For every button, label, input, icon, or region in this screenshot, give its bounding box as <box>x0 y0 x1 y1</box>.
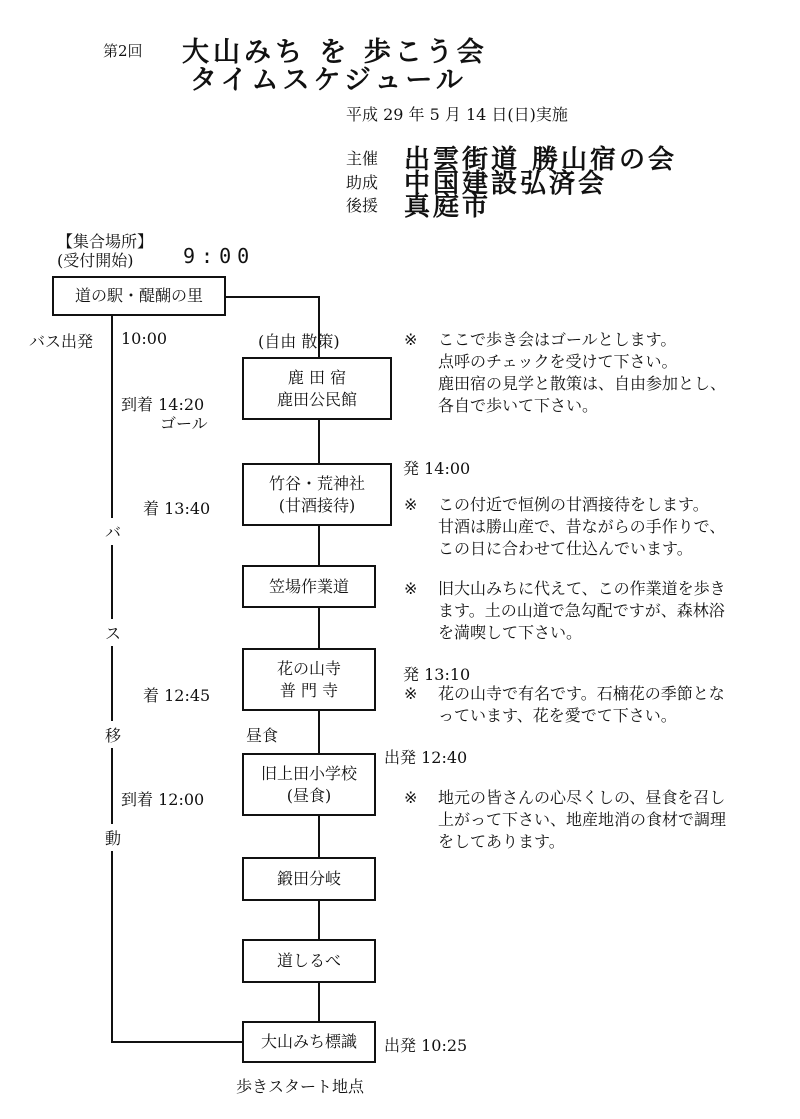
note-line: っています、花を愛でて下さい。 <box>438 706 677 725</box>
note-line: 各自で歩いて下さい。 <box>438 396 599 415</box>
station-label: 旧上田小学校 <box>260 763 357 783</box>
station-sublabel: 鹿田公民館 <box>276 389 357 409</box>
note-line: この付近で恒例の甘酒接待をします。 <box>438 495 709 514</box>
station-sublabel: (昼食) <box>286 785 332 805</box>
station-kyu-joda <box>242 753 376 816</box>
station-sublabel: 普 門 寺 <box>279 680 339 700</box>
event-date: 平成 29 年 5 月 14 日(日)実施 <box>346 105 568 124</box>
station-katsuyama <box>242 357 392 420</box>
organizer-role: 主催 <box>346 149 379 168</box>
page-subtitle: タイムスケジュール <box>190 65 467 96</box>
reception-label: (受付開始) <box>57 251 134 270</box>
supporter-name: 真庭市 <box>404 192 492 222</box>
station-label: 笠場作業道 <box>268 576 349 596</box>
note-mark: ※ <box>404 330 418 349</box>
note-lunch <box>438 787 726 853</box>
arrive-time: 着 13:40 <box>143 499 211 518</box>
note-line: をしてあります。 <box>438 832 565 851</box>
station-hananoyama <box>242 648 376 711</box>
bus-return-line <box>111 1041 246 1043</box>
note-line: を満喫して下さい。 <box>438 623 583 642</box>
note-line: 花の山寺で有名です。石楠花の季節とな <box>438 684 725 703</box>
bus-vertical-char: ス <box>105 619 121 646</box>
station-label: 鍛田分岐 <box>276 869 341 888</box>
note-line: 点呼のチェックを受けて下さい。 <box>438 352 678 371</box>
sponsor-name: 中国建設弘済会 <box>404 169 608 199</box>
station-oyamamichi <box>242 1021 376 1063</box>
depart-time: 出発 12:40 <box>384 748 468 767</box>
station-kasaba <box>242 565 376 608</box>
supporter-role: 後援 <box>346 196 379 215</box>
note-mark: ※ <box>404 495 418 514</box>
gathering-label: 【集合場所】 <box>57 232 154 251</box>
station-sublabel: (甘酒接待) <box>278 495 356 515</box>
bus-route-line <box>111 316 113 1043</box>
station-label: 道の駅・醍醐の里 <box>74 286 203 305</box>
station-shiota <box>242 857 376 901</box>
start-point-label: 歩きスタート地点 <box>236 1077 365 1096</box>
note-line: 甘酒は勝山産で、昔ながらの手作りで、 <box>438 517 726 536</box>
organizer-name: 出雲街道 勝山宿の会 <box>404 145 678 175</box>
bus-depart-label: バス出発 <box>29 332 94 351</box>
note-goal <box>438 329 726 417</box>
note-line: 上がって下さい、地産地消の食材で調理 <box>438 810 727 829</box>
station-label: 大山みち標識 <box>260 1032 357 1051</box>
arrive-goal-time: 到着 14:20 <box>121 395 205 414</box>
depart-time: 発 14:00 <box>403 459 471 478</box>
station-label: 道しるべ <box>276 951 341 970</box>
note-hananoyama <box>438 683 725 727</box>
note-mark: ※ <box>404 788 418 807</box>
note-line: 地元の皆さんの心尽くしの、昼食を召し <box>438 788 726 807</box>
station-label: 竹谷・荒神社 <box>268 473 365 493</box>
bus-vertical-char: 移 <box>105 721 121 748</box>
note-amazake <box>438 494 725 560</box>
bus-vertical-char: 動 <box>105 824 121 851</box>
reception-time: 9:00 <box>183 244 256 268</box>
note-line: 鹿田宿の見学と散策は、自由参加とし、 <box>438 374 727 393</box>
station-takenotani <box>242 463 392 526</box>
note-line: この日に合わせて仕込んでいます。 <box>438 539 693 558</box>
note-line: ます。土の山道で急勾配ですが、森林浴 <box>438 601 725 620</box>
sponsor-role: 助成 <box>346 173 379 192</box>
arrive-time: 到着 12:00 <box>121 790 205 809</box>
station-michinoeki <box>52 276 226 316</box>
depart-time: 出発 10:25 <box>384 1036 468 1055</box>
bus-vertical-char: バ <box>105 518 121 545</box>
station-label: 花の山寺 <box>276 658 341 678</box>
note-kasaba <box>438 578 726 644</box>
note-line: 旧大山みちに代えて、この作業道を歩き <box>438 579 726 598</box>
note-mark: ※ <box>404 579 418 598</box>
station-michishirube <box>242 939 376 983</box>
page-title: 大山みち を 歩こう会 <box>182 37 488 68</box>
note-line: ここで歩き会はゴールとします。 <box>438 330 677 349</box>
lunch-label: 昼食 <box>246 726 279 745</box>
goal-label: ゴール <box>160 414 208 433</box>
edition-label: 第2回 <box>103 42 143 60</box>
free-walk-label: (自由 散策) <box>258 332 340 351</box>
top-connector-line <box>224 296 320 298</box>
station-label: 鹿 田 宿 <box>287 367 347 387</box>
bus-depart-time: 10:00 <box>121 329 168 348</box>
note-mark: ※ <box>404 684 418 703</box>
depart-time: 発 13:10 <box>403 665 471 684</box>
arrive-time: 着 12:45 <box>143 686 211 705</box>
